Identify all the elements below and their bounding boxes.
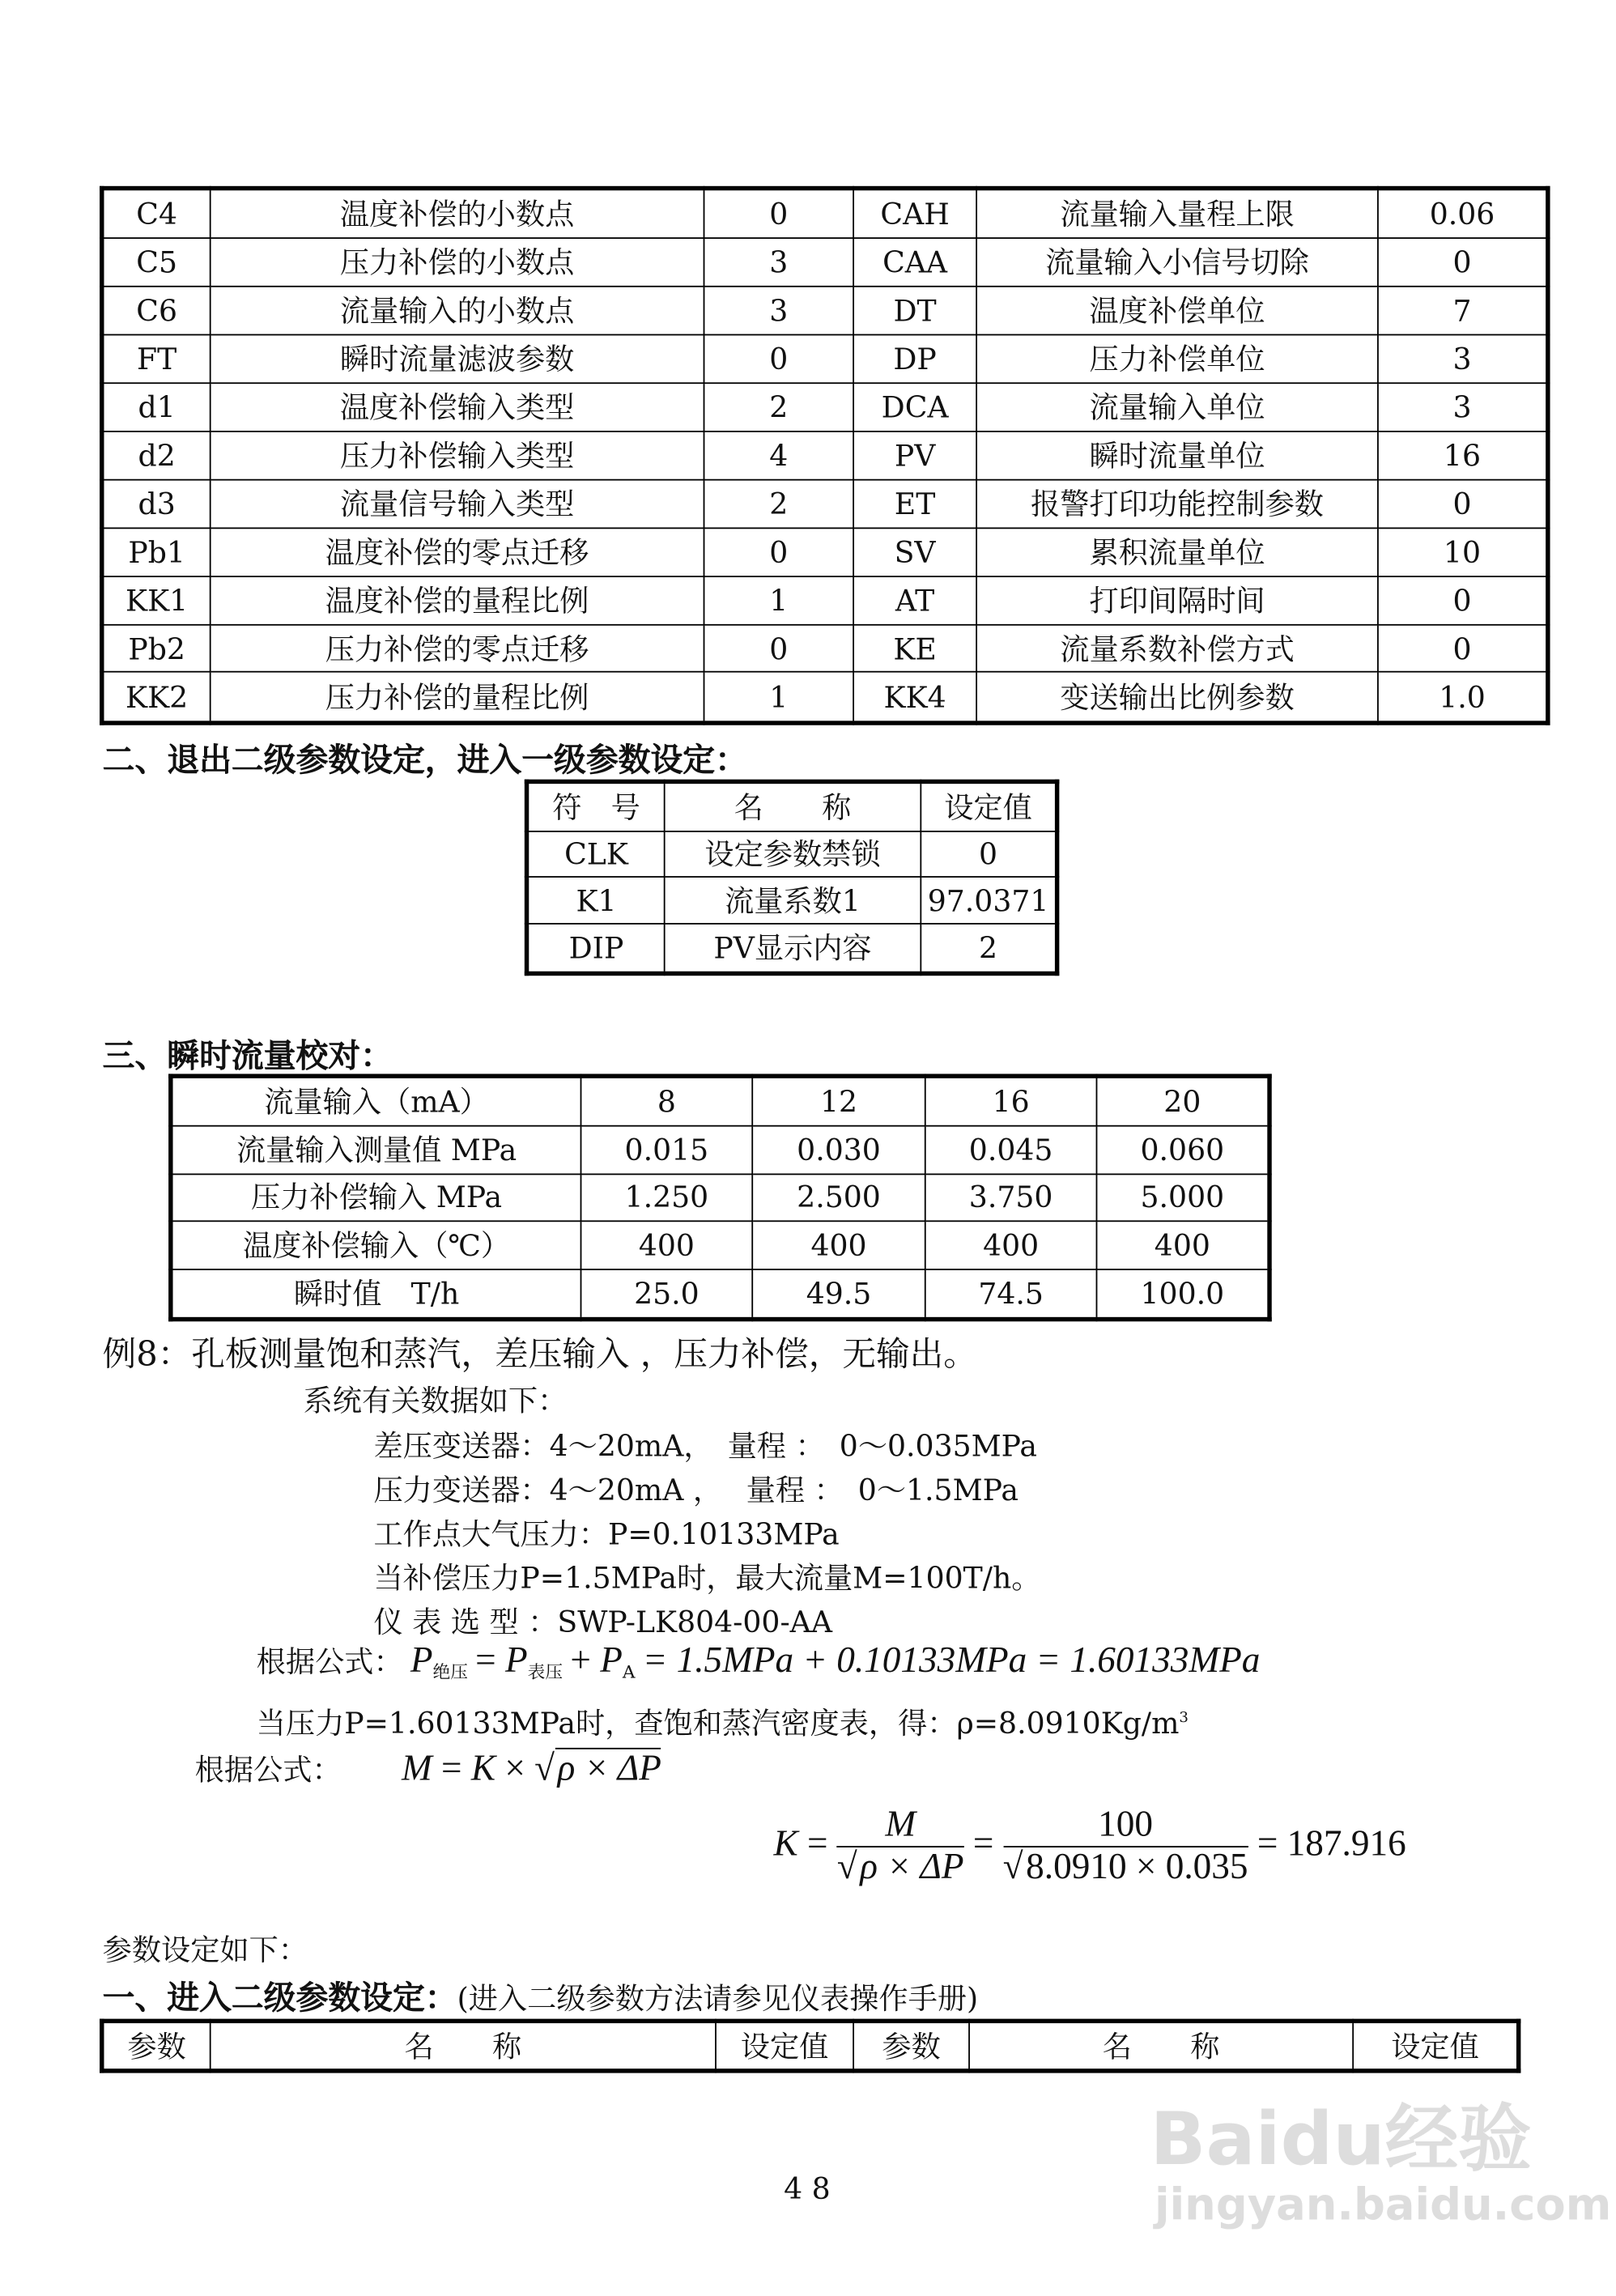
table-cell: 名 称 — [665, 781, 921, 831]
table-cell: PV — [853, 432, 976, 480]
table-cell: CAH — [853, 189, 976, 239]
density-text: 当压力P=1.60133MPa时，查饱和蒸汽密度表，得：ρ=8.0910Kg/m — [256, 1705, 1180, 1741]
table-cell: 设定值 — [716, 2021, 853, 2071]
table-cell: 变送输出比例参数 — [976, 673, 1378, 723]
table-cell: 3.750 — [925, 1174, 1097, 1222]
subscript: 绝压 — [432, 1661, 468, 1682]
table-cell: 0 — [1378, 479, 1548, 528]
table-cell: 压力补偿输入类型 — [211, 432, 704, 480]
table-cell: 瞬时流量滤波参数 — [211, 335, 704, 384]
formula-absolute-pressure: 根据公式： $P_{绝压} = P_{表压} + P_A = 1.5MPa + 0.10133MPa = 1.60133MPa$ — [256, 1640, 1261, 1682]
table-cell: 0.015 — [581, 1126, 753, 1174]
table-cell: 名 称 — [211, 2021, 716, 2071]
section1-note: (进入二级参数方法请参见仪表操作手册) — [457, 1980, 979, 2017]
subscript: A — [622, 1661, 636, 1682]
table-cell: 3 — [1378, 335, 1548, 384]
table-cell: 3 — [704, 239, 854, 287]
table-cell: 累积流量单位 — [976, 528, 1378, 576]
table-cell: DIP — [527, 925, 665, 974]
table-cell: 5.000 — [1096, 1174, 1269, 1222]
table-cell: 流量系数补偿方式 — [976, 624, 1378, 673]
table-cell: 报警打印功能控制参数 — [976, 479, 1378, 528]
table-cell: 10 — [1378, 528, 1548, 576]
table-cell: 97.0371 — [921, 878, 1057, 925]
table-cell: 400 — [752, 1222, 925, 1269]
table-cell: C5 — [102, 239, 211, 287]
table-cell: 流量输入的小数点 — [211, 287, 704, 335]
table-cell: 0.030 — [752, 1126, 925, 1174]
table-row — [171, 1222, 1269, 1269]
superscript: 3 — [1179, 1710, 1189, 1727]
table-cell: 流量输入测量值 MPa — [171, 1126, 581, 1174]
table-cell: 温度补偿的量程比例 — [211, 576, 704, 625]
table-cell: K1 — [527, 878, 665, 925]
table-row — [102, 189, 1548, 239]
table-cell: C6 — [102, 287, 211, 335]
table-cell: 7 — [1378, 287, 1548, 335]
formula-mass-flow: 根据公式： M = K × √ ρ × ΔP — [194, 1749, 661, 1789]
table-cell: d3 — [102, 479, 211, 528]
table-cell: 温度补偿单位 — [976, 287, 1378, 335]
section1-heading-line — [103, 1974, 978, 2019]
table-cell: KK2 — [102, 673, 211, 723]
example-intro: 系统有关数据如下： — [303, 1383, 568, 1418]
table-cell: 2 — [921, 925, 1057, 974]
table-header-row — [102, 2021, 1519, 2071]
level2-header-table — [100, 2019, 1520, 2073]
section1-heading: 一、进入二级参数设定： — [102, 1980, 457, 2018]
table-cell: DP — [853, 335, 976, 384]
table-cell: 74.5 — [925, 1269, 1097, 1320]
formula-rhs: = 1.5MPa + 0.10133MPa = 1.60133MPa — [642, 1640, 1261, 1681]
table-cell: d1 — [102, 383, 211, 432]
table-cell: 流量输入（mA） — [171, 1076, 581, 1126]
table-cell: 3 — [1378, 383, 1548, 432]
section3-heading: 三、瞬时流量校对： — [102, 1039, 393, 1076]
table-cell: 0 — [921, 831, 1057, 878]
fraction-denominator: ρ × ΔP — [857, 1846, 964, 1887]
table-cell: SV — [853, 528, 976, 576]
table-row — [171, 1174, 1269, 1222]
table-cell: 1 — [704, 673, 854, 723]
level1-params-table — [525, 780, 1060, 976]
table-cell: 流量系数1 — [665, 878, 921, 925]
table-cell: 1.250 — [581, 1174, 753, 1222]
table-row — [527, 831, 1057, 878]
table-cell: 流量信号输入类型 — [211, 479, 704, 528]
table-row — [171, 1126, 1269, 1174]
table-cell: 流量输入小信号切除 — [976, 239, 1378, 287]
table-cell: 0 — [704, 335, 854, 384]
table-cell: FT — [102, 335, 211, 384]
table-cell: 流量输入单位 — [976, 383, 1378, 432]
table-cell: C4 — [102, 189, 211, 239]
fraction-numerator: M — [837, 1805, 964, 1847]
table-cell: 符 号 — [527, 781, 665, 831]
table-row — [102, 673, 1548, 723]
table-cell: 0 — [1378, 576, 1548, 625]
table-cell: KE — [853, 624, 976, 673]
fraction-denominator: 8.0910 × 0.035 — [1023, 1846, 1248, 1887]
table-cell: PV显示内容 — [665, 925, 921, 974]
table-cell: 1 — [704, 576, 854, 625]
table-cell: 温度补偿的零点迁移 — [211, 528, 704, 576]
table-cell: AT — [853, 576, 976, 625]
table-cell: 0.045 — [925, 1126, 1097, 1174]
table-cell: 49.5 — [752, 1269, 925, 1320]
table-cell: 2.500 — [752, 1174, 925, 1222]
example-line: 压力变送器：4～20mA ， 量程 ： 0～1.5MPa — [373, 1472, 1019, 1508]
table-row — [102, 624, 1548, 673]
formula-label: 根据公式： — [256, 1643, 403, 1679]
table-cell: DT — [853, 287, 976, 335]
table-cell: 2 — [704, 383, 854, 432]
table-cell: 名 称 — [969, 2021, 1353, 2071]
table-cell: 瞬时流量单位 — [976, 432, 1378, 480]
table-cell: 0 — [1378, 239, 1548, 287]
table-cell: 400 — [581, 1222, 753, 1269]
table-cell: 0 — [1378, 624, 1548, 673]
table-row — [527, 925, 1057, 974]
k-result: = 187.916 — [1257, 1824, 1406, 1864]
table-row — [102, 576, 1548, 625]
table-cell: 3 — [704, 287, 854, 335]
page-number: 4 8 — [784, 2171, 831, 2207]
table-cell: 2 — [704, 479, 854, 528]
table-cell: 0 — [704, 189, 854, 239]
example-title: 例8：孔板测量饱和蒸汽，差压输入 ，压力补偿，无输出。 — [102, 1336, 977, 1375]
table-cell: Pb2 — [102, 624, 211, 673]
table-cell: KK1 — [102, 576, 211, 625]
table-cell: 参数 — [102, 2021, 211, 2071]
settings-intro: 参数设定如下： — [102, 1932, 308, 1968]
table-cell: 参数 — [853, 2021, 969, 2071]
table-cell: 16 — [925, 1076, 1097, 1126]
table-cell: 12 — [752, 1076, 925, 1126]
table-cell: Pb1 — [102, 528, 211, 576]
table-cell: 瞬时值 T/h — [171, 1269, 581, 1320]
table-cell: 温度补偿的小数点 — [211, 189, 704, 239]
table-row — [102, 335, 1548, 384]
example-line: 工作点大气压力：P=0.10133MPa — [373, 1516, 840, 1552]
table-cell: 16 — [1378, 432, 1548, 480]
table-cell: 400 — [1096, 1222, 1269, 1269]
table-row — [102, 432, 1548, 480]
table-row — [171, 1269, 1269, 1320]
table-cell: d2 — [102, 432, 211, 480]
table-cell: DCA — [853, 383, 976, 432]
table-cell: 0 — [704, 624, 854, 673]
table-cell: 压力补偿的量程比例 — [211, 673, 704, 723]
table-cell: 25.0 — [581, 1269, 753, 1320]
table-cell: 20 — [1096, 1076, 1269, 1126]
formula-label: 根据公式： — [194, 1752, 342, 1788]
table-cell: 100.0 — [1096, 1269, 1269, 1320]
table-cell: 400 — [925, 1222, 1097, 1269]
table-cell: 温度补偿输入类型 — [211, 383, 704, 432]
table-cell: KK4 — [853, 673, 976, 723]
watermark-url: jingyan.baidu.com — [1154, 2179, 1612, 2232]
table-cell: CLK — [527, 831, 665, 878]
example-line: 仪 表 选 型 ：SWP-LK804-00-AA — [373, 1604, 832, 1639]
table-row — [102, 287, 1548, 335]
formula-k: K = $\frac{M}{√ \rho \times \Delta P}$ = $\frac{100}{√ 8.0910 \times 0.035}$ = 187.916 — [773, 1805, 1406, 1887]
watermark-logo: Baidu经验 — [1150, 2096, 1532, 2182]
example-line: 当补偿压力P=1.5MPa时，最大流量M=100T/h。 — [373, 1560, 1041, 1596]
table-row — [102, 239, 1548, 287]
flow-calibration-table — [168, 1074, 1272, 1321]
table-cell: 流量输入量程上限 — [976, 189, 1378, 239]
table-cell: 压力补偿单位 — [976, 335, 1378, 384]
table-header-row — [527, 781, 1057, 831]
table-row — [527, 878, 1057, 925]
table-cell: 0.06 — [1378, 189, 1548, 239]
fraction-numerator: 100 — [1003, 1805, 1248, 1847]
table-cell: 设定值 — [1353, 2021, 1518, 2071]
table-cell: 0 — [704, 528, 854, 576]
table-row — [102, 479, 1548, 528]
table-cell: 打印间隔时间 — [976, 576, 1378, 625]
example-line: 差压变送器：4～20mA， 量程 ： 0～0.035MPa — [373, 1428, 1037, 1464]
table-cell: 设定参数禁锁 — [665, 831, 921, 878]
table-cell: 8 — [581, 1076, 753, 1126]
subscript: 表压 — [527, 1661, 563, 1682]
level2-params-table — [100, 186, 1550, 725]
table-cell: CAA — [853, 239, 976, 287]
table-cell: 压力补偿的小数点 — [211, 239, 704, 287]
table-cell: 温度补偿输入（℃） — [171, 1222, 581, 1269]
table-row — [102, 528, 1548, 576]
section2-heading: 二、退出二级参数设定，进入一级参数设定： — [102, 742, 747, 780]
table-row — [102, 383, 1548, 432]
density-line — [257, 1699, 1189, 1741]
table-cell: 1.0 — [1378, 673, 1548, 723]
table-row — [171, 1076, 1269, 1126]
table-cell: 设定值 — [921, 781, 1057, 831]
table-cell: 压力补偿的零点迁移 — [211, 624, 704, 673]
table-cell: 压力补偿输入 MPa — [171, 1174, 581, 1222]
table-cell: ET — [853, 479, 976, 528]
table-cell: 4 — [704, 432, 854, 480]
table-cell: 0.060 — [1096, 1126, 1269, 1174]
